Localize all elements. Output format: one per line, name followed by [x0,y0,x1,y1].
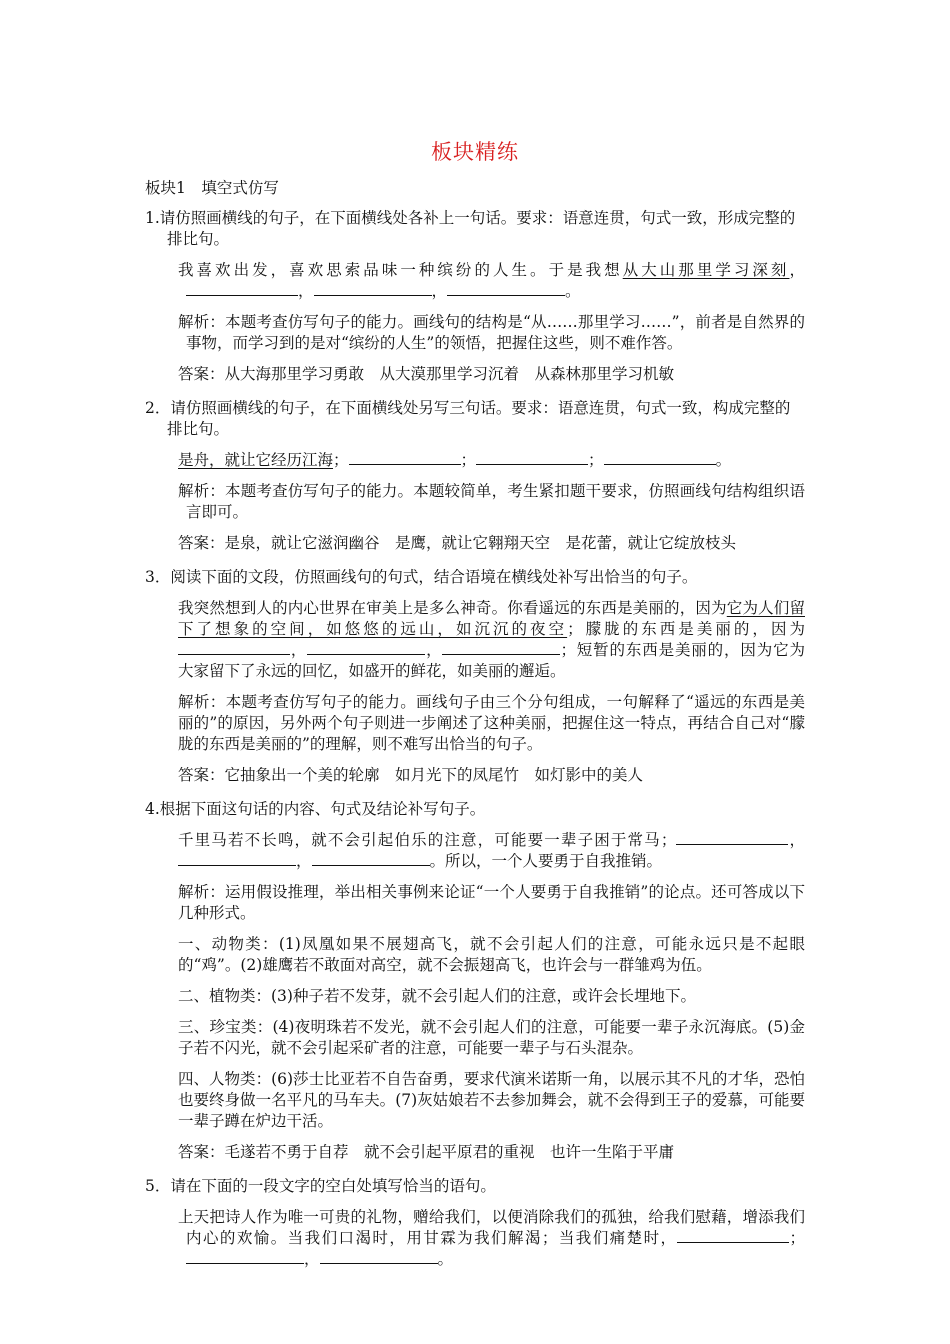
question-4-people: 四、人物类：(6)莎士比亚若不自告奋勇，要求代演米诺斯一角，以展示其不凡的才华，恐怕也要终身做一名平凡的马车夫。(7)灰姑娘若不去参加舞会，就不会得到王子的爱慕，可能要一辈子蹲在炉边干活。 [178,1070,805,1130]
page-title: 板块精练 [431,140,519,164]
fill-blank[interactable] [186,1249,304,1264]
question-4-animals: 一、动物类：(1)凤凰如果不展翅高飞，就不会引起人们的注意，可能永远只是不起眼的“鸡”。(2)雄鹰若不敢面对高空，就不会振翅高飞，也许会与一群雏鸡为伍。 [178,935,805,974]
stem-separator: ， [298,282,314,300]
stem-separator: ； [588,451,604,469]
fill-blank[interactable] [314,281,432,296]
question-1 [145,208,805,385]
question-5-stem [178,1207,805,1270]
exercise-list [145,208,805,1276]
stem-end: 。 [715,451,732,469]
question-2-answer: 答案：是泉，就让它滋润幽谷 是鹰，就让它翱翔天空 是花蕾，就让它绽放枝头 [178,534,737,552]
stem-separator: ， [296,852,312,870]
question-4-prompt: 4.根据下面这句话的内容、句式及结论补写句子。 [145,800,486,818]
stem-end: 。 [437,1250,454,1268]
fill-blank[interactable] [307,640,425,655]
question-3-stem [178,598,805,682]
question-5 [145,1176,805,1270]
question-4-answer: 答案：毛遂若不勇于自荐 就不会引起平原君的重视 也许一生陷于平庸 [178,1143,675,1161]
fill-blank[interactable] [442,640,560,655]
fill-blank[interactable] [186,281,298,296]
fill-blank[interactable] [349,450,461,465]
stem-end: 。 [565,282,581,300]
stem-separator: ； [460,451,477,469]
stem-text: 我喜欢出发，喜欢思索品味一种缤纷的人生。于是我想 [178,261,623,279]
stem-text: ；短暂的东西是美丽的，因为它为大家留下了永远的回忆，如盛开的鲜花，如美丽的邂逅。 [178,641,805,680]
question-1-prompt: 1.请仿照画横线的句子，在下面横线处各补上一句话。要求：语意连贯，句式一致，形成完整的排比句。 [145,209,796,248]
question-2-analysis: 解析：本题考查仿写句子的能力。本题较简单，考生紧扣题干要求，仿照画线句结构组织语言即可。 [178,482,805,521]
question-2-stem [178,450,805,471]
question-4-stem [178,830,805,872]
stem-text: 上天把诗人作为唯一可贵的礼物，赠给我们，以便消除我们的孤独，给我们慰藉，增添我们内心的欢愉。当我们口渴时，用甘霖为我们解渴；当我们痛楚时， [178,1208,805,1247]
stem-separator: ， [788,831,805,849]
fill-blank[interactable] [677,1228,789,1243]
stem-text: ；朦胧的东西是美丽的，因为 [567,620,805,638]
question-3-answer: 答案：它抽象出一个美的轮廓 如月光下的凤尾竹 如灯影中的美人 [178,766,644,784]
section-heading: 板块1 填空式仿写 [145,179,279,197]
question-1-stem [178,260,805,302]
stem-separator: ； [333,451,349,469]
underlined-model-sentence: 是舟，就让它经历江海 [178,451,334,469]
question-1-answer: 答案：从大海那里学习勇敢 从大漠那里学习沉着 从森林那里学习机敏 [178,365,675,383]
fill-blank[interactable] [676,830,788,845]
underlined-model-sentence: 从大山那里学习深刻 [622,261,790,279]
question-4-plants: 二、植物类：(3)种子若不发芽，就不会引起人们的注意，或许会长埋地下。 [178,987,696,1005]
question-2-prompt: 2．请仿照画横线的句子，在下面横线处另写三句话。要求：语意连贯，句式一致，构成完整的排比句。 [145,399,791,438]
question-4 [145,799,805,1163]
fill-blank[interactable] [312,851,430,866]
underlined-model-sentence: 它为人们留下了想象的空间，如悠悠的远山，如沉沉的夜空 [178,599,805,638]
fill-blank[interactable] [320,1249,438,1264]
question-2 [145,398,805,554]
stem-text: 千里马若不长鸣，就不会引起伯乐的注意，可能要一辈子困于常马； [178,831,677,849]
fill-blank[interactable] [178,640,290,655]
stem-separator: ， [789,261,805,279]
question-3-analysis: 解析：本题考查仿写句子的能力。画线句子由三个分句组成，一句解释了“遥远的东西是美丽的”的原因，另外两个句子则进一步阐述了这种美丽，把握住这一特点，再结合自己对“朦胧的东西是美丽的”的理解，则不难写出恰当的句子。 [178,693,805,753]
fill-blank[interactable] [178,851,296,866]
question-3-prompt: 3．阅读下面的文段，仿照画线句的句式，结合语境在横线处补写出恰当的句子。 [145,568,698,586]
question-1-analysis: 解析：本题考查仿写句子的能力。画线句的结构是“从……那里学习……”，前者是自然界的事物，而学习到的是对“缤纷的人生”的领悟，把握住这些，则不难作答。 [178,313,805,352]
stem-separator: ， [425,641,443,659]
fill-blank[interactable] [447,281,565,296]
fill-blank[interactable] [604,450,716,465]
fill-blank[interactable] [476,450,588,465]
question-4-analysis: 解析：运用假设推理，举出相关事例来论证“一个人要勇于自我推销”的论点。还可答成以下几种形式。 [178,883,805,922]
stem-text: 我突然想到人的内心世界在审美上是多么神奇。你看遥远的东西是美丽的，因为 [178,599,727,617]
stem-separator: ， [304,1250,320,1268]
question-5-prompt: 5．请在下面的一段文字的空白处填写恰当的语句。 [145,1177,496,1195]
stem-text: 。所以，一个人要勇于自我推销。 [429,852,663,870]
stem-separator: ， [431,282,448,300]
stem-separator: ， [290,641,308,659]
question-4-treasures: 三、珍宝类：(4)夜明珠若不发光，就不会引起人们的注意，可能要一辈子永沉海底。(5)金子若不闪光，就不会引起采矿者的注意，可能要一辈子与石头混杂。 [178,1018,805,1057]
stem-separator: ； [789,1229,805,1247]
question-3 [145,567,805,786]
